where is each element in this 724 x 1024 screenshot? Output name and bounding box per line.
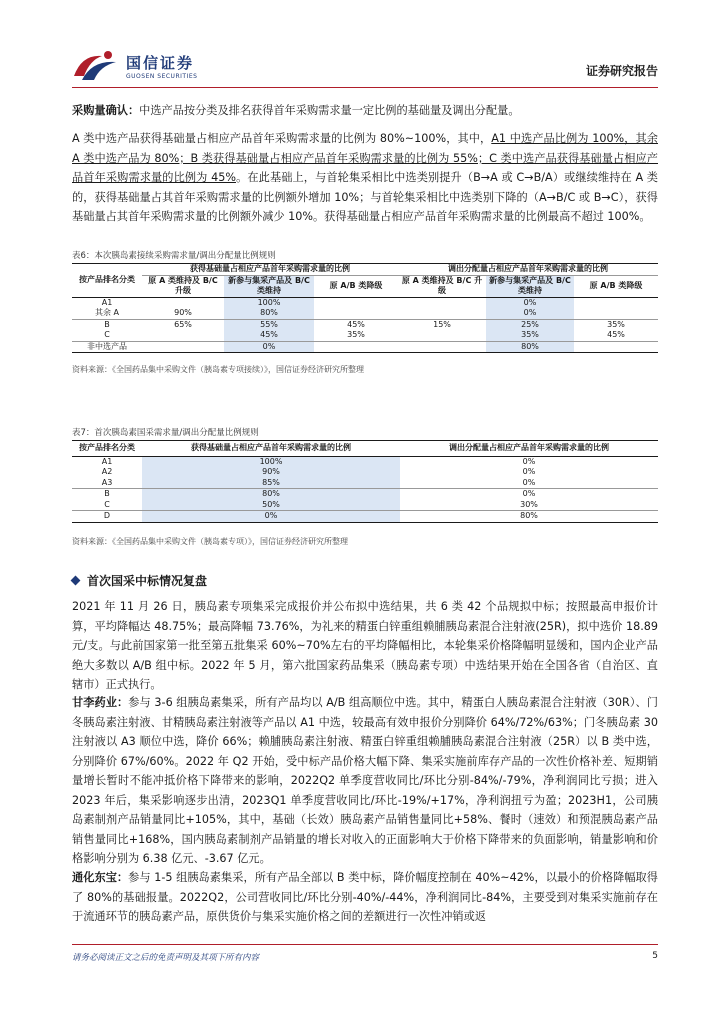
table6-header-class: 按产品排名分类: [72, 264, 142, 298]
table6-subheader: 原 A/B 类降级: [314, 275, 398, 297]
table-row: 非中选产品 0% 80%: [72, 341, 658, 353]
table6-subheader: 原 A/B 类降级: [574, 275, 658, 297]
table7-caption: 表7：首次胰岛素国采需求量/调出分配量比例规则: [72, 428, 259, 438]
table-row: C 50% 30%: [104, 499, 538, 509]
table6-header-group2: 调出分配量占相应产品首年采购需求量的比例: [398, 264, 658, 276]
category-ratio-text-2: 。在此基础上，与首轮集采相比中选类别提升（B→A 或 C→B/A）或继续维持在 A 类的，获得基础量占其首年采购需求量的比例额外增加 10%；与首轮集采相比中选类别下降的（A→B/C 或 B→C），获得基础量占其首年采购需求量的比例额外减少 10%。获得基础量占相应产品首年采购需求量的比例最高不超过 100%。: [72, 171, 658, 223]
table7-header-col2: 调出分配量占相应产品首年采购需求量的比例: [400, 441, 658, 457]
tonghua-dongbao-text: 参与 1-5 组胰岛素集采，所有产品全部以 B 类中标，降价幅度控制在 40%~42%，以最小的价格降幅取得了 80%的基础报量。2022Q2，公司营收同比/环比分别-40%/-44%，净利润同比-84%，主要受到对集采实施前存在于流通环节的胰岛素产品，原供货价与集采实施价格之间的差额进行一次性冲销或返: [72, 871, 658, 923]
category-ratio-paragraph: [72, 129, 658, 227]
table6-header-group1: 获得基础量占相应产品首年采购需求量的比例: [142, 264, 398, 276]
table7-source: 资料来源：《全国药品集中采购文件（胰岛素专项）》，国信证券经济研究所整理: [72, 537, 348, 546]
gan-lee-text: 参与 3-6 组胰岛素集采，所有产品均以 A/B 组高顺位中选。其中，精蛋白人胰岛素混合注射液（30R）、门冬胰岛素注射液、甘精胰岛素注射液等产品以 A1 中选，较最高有效申报价分别降价 64%/72%/63%；门冬胰岛素 30 注射液以 A3 顺位中选，降价 66%；赖脯胰岛素注射液、精蛋白锌重组赖脯胰岛素混合注射液（25R）以 B 类中选，分别降价 67%/60%。2022 年 Q2 开始，受中标产品价格大幅下降、集采实施前库存产品的一次性价格补差、短期销量增长暂时不能冲抵价格下降带来的影响，2022Q2 单季度营收同比/环比分别-84%/-79%，净利润同比亏损；进入 2023 年后，集采影响逐步出清，2023Q1 单季度营收同比/环比-19%/+17%，净利润扭亏为盈；2023H1，公司胰岛素制剂产品销量同比+105%，其中，基础（长效）胰岛素产品销售量同比+58%、餐时（速效）和预混胰岛素产品销售量同比+168%，国内胰岛素制剂产品销量的增长对收入的正面影响大于价格下降带来的负面影响，销量影响和价格影响分别为 6.38 亿元、-3.67 亿元。: [72, 696, 658, 865]
table-row: C 45% 35% 35% 45%: [104, 330, 625, 339]
page-number: 5: [652, 951, 658, 961]
table6-caption: 表6：本次胰岛素接续采购需求量/调出分配量比例规则: [72, 251, 276, 261]
tonghua-dongbao-paragraph: [72, 868, 658, 927]
first-procurement-paragraph: 2021 年 11 月 26 日，胰岛素专项集采完成报价并公布拟中选结果，共 6 类 42 个品规拟中标；按照最高申报价计算，平均降幅达 48.75%；最高降幅 73.76%，为礼来的精蛋白锌重组赖脯胰岛素混合注射液(25R)，拟中选价 18.89 元/支。与此前国家第一批至第五批集采 60%~70%左右的平均降幅相比，本轮集采价格降幅明显缓和，国内企业产品绝大多数以 A/B 组中标。2022 年 5 月，第六批国家药品集采（胰岛素专项）中选结果开始在全国各省（自治区、直辖市）正式执行。: [72, 600, 658, 691]
table7: [72, 440, 658, 523]
logo-text-cn: 国信证券: [126, 54, 195, 72]
table6-subheader: 原 A 类维持及 B/C 升级: [142, 275, 224, 297]
table-row: 其余 A 90% 80% 0%: [72, 308, 658, 319]
purchase-volume-paragraph: [72, 101, 658, 121]
table-row: A3 85% 0%: [101, 477, 536, 487]
purchase-volume-lead: 采购量确认：: [72, 104, 140, 117]
purchase-volume-text: 中选产品按分类及排名获得首年采购需求量一定比例的基础量及调出分配量。: [139, 104, 520, 117]
page-header: [72, 48, 658, 92]
table6-source: 资料来源：《全国药品集中采购文件（胰岛素专项接续）》，国信证券经济研究所整理: [72, 365, 364, 374]
guosen-logo-icon: [72, 48, 120, 84]
table6-subheader: 新参与集采产品及 B/C 类维持: [224, 275, 314, 297]
diamond-bullet-icon: [71, 576, 81, 586]
table-row: A1 100% 0%: [101, 456, 536, 466]
category-ratio-text-1: A 类中选产品获得基础量占相应产品首年采购需求量的比例为 80%~100%，其中，: [72, 132, 492, 145]
table-row: B 80% 0%: [72, 489, 658, 500]
gan-lee-lead: 甘李药业：: [72, 696, 129, 709]
logo-text-en: GUOSEN SECURITIES: [126, 73, 198, 80]
table-row: A1 100% 0%: [72, 297, 658, 308]
footer-divider: [72, 944, 658, 945]
table6-subheader: 新参与集采产品及 B/C 类维持: [486, 275, 574, 297]
table-row: D 0% 80%: [72, 511, 658, 523]
table-row: B 65% 55% 45% 15% 25% 35%: [72, 319, 658, 330]
section-title: 首次国采中标情况复盘: [72, 572, 207, 589]
footer-disclaimer: 请务必阅读正文之后的免责声明及其项下所有内容: [72, 953, 260, 963]
header-divider: [72, 87, 658, 88]
table-row: A2 90% 0%: [101, 467, 536, 476]
category-ratio-underlined: A1 中选产品比例为 100%，其余 A 类中选产品为 80%；B 类获得基础量占相应产品首年采购需求量的比例为 55%；C 类中选产品获得基础量占相应产品首年采购需求量的比例为 45%: [72, 132, 658, 184]
table7-header-class: 按产品排名分类: [72, 441, 142, 457]
table7-header-col1: 获得基础量占相应产品首年采购需求量的比例: [142, 441, 400, 457]
gan-lee-paragraph: [72, 693, 658, 869]
table6-subheader: 原 A 类维持及 B/C 升级: [398, 275, 486, 297]
table6: [72, 263, 658, 353]
report-type-label: 证券研究报告: [585, 64, 658, 78]
tonghua-dongbao-lead: 通化东宝：: [72, 871, 129, 884]
